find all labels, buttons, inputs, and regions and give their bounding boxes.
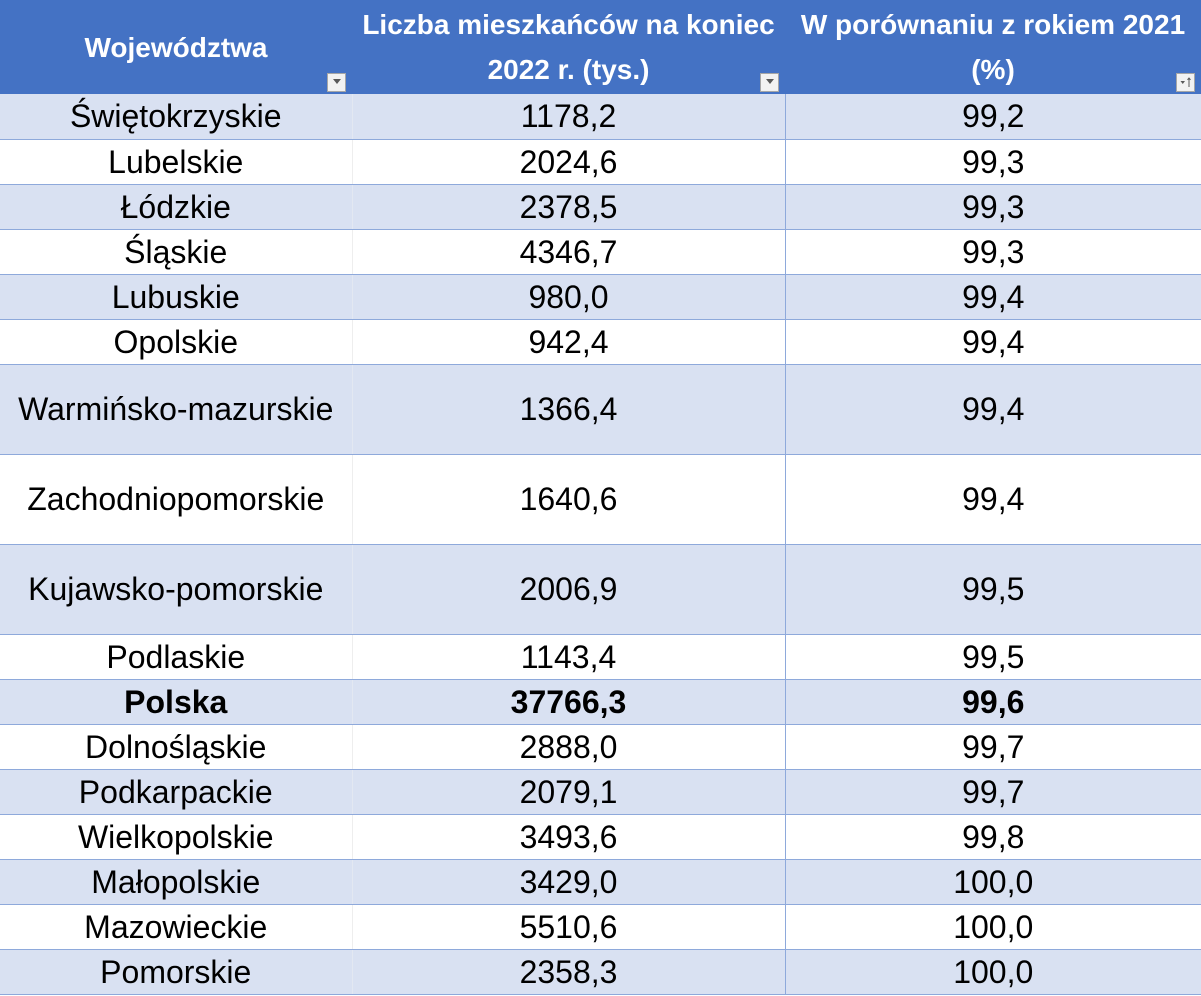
cell-voivodeship[interactable]: Podkarpackie xyxy=(0,769,352,814)
cell-population[interactable]: 1143,4 xyxy=(352,634,785,679)
table-row xyxy=(0,769,1201,814)
cell-voivodeship[interactable]: Polska xyxy=(0,679,352,724)
header-voivodeship-label: Województwa xyxy=(84,31,268,63)
cell-population[interactable]: 2378,5 xyxy=(352,184,785,229)
cell-change[interactable]: 99,3 xyxy=(785,229,1201,274)
cell-change[interactable]: 99,4 xyxy=(785,319,1201,364)
cell-change[interactable]: 99,4 xyxy=(785,454,1201,544)
cell-change[interactable]: 100,0 xyxy=(785,949,1201,994)
cell-change[interactable]: 99,6 xyxy=(785,679,1201,724)
table-row xyxy=(0,319,1201,364)
table-row xyxy=(0,724,1201,769)
cell-population[interactable]: 1178,2 xyxy=(352,94,785,139)
cell-change[interactable]: 99,7 xyxy=(785,769,1201,814)
cell-change[interactable]: 99,7 xyxy=(785,724,1201,769)
cell-population[interactable]: 1366,4 xyxy=(352,364,785,454)
cell-change[interactable]: 99,2 xyxy=(785,94,1201,139)
table-row xyxy=(0,364,1201,454)
cell-population[interactable]: 2358,3 xyxy=(352,949,785,994)
cell-voivodeship[interactable]: Opolskie xyxy=(0,319,352,364)
cell-voivodeship[interactable]: Wielkopolskie xyxy=(0,814,352,859)
cell-change[interactable]: 99,8 xyxy=(785,814,1201,859)
cell-change[interactable]: 99,4 xyxy=(785,274,1201,319)
cell-population[interactable]: 980,0 xyxy=(352,274,785,319)
table-row xyxy=(0,634,1201,679)
cell-voivodeship[interactable]: Mazowieckie xyxy=(0,904,352,949)
cell-change[interactable]: 99,3 xyxy=(785,139,1201,184)
cell-change[interactable]: 99,3 xyxy=(785,184,1201,229)
table-row xyxy=(0,229,1201,274)
cell-voivodeship[interactable]: Dolnośląskie xyxy=(0,724,352,769)
table-row xyxy=(0,949,1201,994)
table-row xyxy=(0,859,1201,904)
cell-voivodeship[interactable]: Lubelskie xyxy=(0,139,352,184)
cell-population[interactable]: 5510,6 xyxy=(352,904,785,949)
header-voivodeship[interactable] xyxy=(0,0,352,94)
cell-change[interactable]: 99,4 xyxy=(785,364,1201,454)
table-row xyxy=(0,139,1201,184)
cell-population[interactable]: 2079,1 xyxy=(352,769,785,814)
cell-voivodeship[interactable]: Lubuskie xyxy=(0,274,352,319)
cell-population[interactable]: 2006,9 xyxy=(352,544,785,634)
header-population-label: Liczba mieszkańców na koniec 2022 r. (tys.) xyxy=(362,9,775,85)
table-row xyxy=(0,274,1201,319)
cell-voivodeship[interactable]: Podlaskie xyxy=(0,634,352,679)
cell-voivodeship[interactable]: Łódzkie xyxy=(0,184,352,229)
cell-population[interactable]: 2888,0 xyxy=(352,724,785,769)
cell-change[interactable]: 99,5 xyxy=(785,634,1201,679)
table-row xyxy=(0,94,1201,139)
table-row-total xyxy=(0,679,1201,724)
cell-population[interactable]: 37766,3 xyxy=(352,679,785,724)
table-row xyxy=(0,544,1201,634)
table-row xyxy=(0,184,1201,229)
table-row xyxy=(0,814,1201,859)
cell-population[interactable]: 942,4 xyxy=(352,319,785,364)
filter-dropdown-icon[interactable] xyxy=(760,73,779,92)
table-row xyxy=(0,904,1201,949)
cell-voivodeship[interactable]: Świętokrzyskie xyxy=(0,94,352,139)
cell-change[interactable]: 99,5 xyxy=(785,544,1201,634)
header-change[interactable] xyxy=(785,0,1201,94)
cell-voivodeship[interactable]: Warmińsko-mazurskie xyxy=(0,364,352,454)
header-row xyxy=(0,0,1201,94)
cell-voivodeship[interactable]: Kujawsko-pomorskie xyxy=(0,544,352,634)
table-body xyxy=(0,94,1201,994)
cell-population[interactable]: 4346,7 xyxy=(352,229,785,274)
cell-voivodeship[interactable]: Śląskie xyxy=(0,229,352,274)
cell-change[interactable]: 100,0 xyxy=(785,859,1201,904)
cell-population[interactable]: 1640,6 xyxy=(352,454,785,544)
cell-population[interactable]: 3493,6 xyxy=(352,814,785,859)
sort-ascending-filter-icon[interactable] xyxy=(1176,73,1195,92)
header-population[interactable] xyxy=(352,0,785,94)
header-change-label: W porównaniu z rokiem 2021 (%) xyxy=(800,9,1186,85)
table-row xyxy=(0,454,1201,544)
cell-voivodeship[interactable]: Zachodniopomorskie xyxy=(0,454,352,544)
table-header xyxy=(0,0,1201,94)
filter-dropdown-icon[interactable] xyxy=(327,73,346,92)
cell-voivodeship[interactable]: Pomorskie xyxy=(0,949,352,994)
cell-population[interactable]: 2024,6 xyxy=(352,139,785,184)
cell-voivodeship[interactable]: Małopolskie xyxy=(0,859,352,904)
cell-change[interactable]: 100,0 xyxy=(785,904,1201,949)
cell-population[interactable]: 3429,0 xyxy=(352,859,785,904)
